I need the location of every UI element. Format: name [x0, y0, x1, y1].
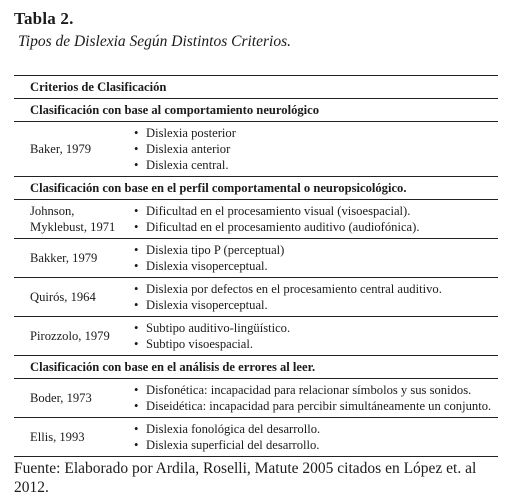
author-cell: Bakker, 1979 [14, 239, 134, 278]
bullet-list [134, 125, 492, 173]
bullet-item: • Diseidética: incapacidad para percibir simultáneamente un conjunto. [134, 398, 492, 414]
bullet-list [134, 242, 492, 274]
bullet-item: • Subtipo auditivo-lingüístico. [134, 320, 492, 336]
author-cell: Quirós, 1964 [14, 278, 134, 317]
bullet-item: • Dislexia superficial del desarrollo. [134, 437, 492, 453]
bullet-item: • Dislexia tipo P (perceptual) [134, 242, 492, 258]
bullet-item: • Dislexia visoperceptual. [134, 258, 492, 274]
table-title: Tabla 2. [14, 9, 74, 28]
bullet-item: • Subtipo visoespacial. [134, 336, 492, 352]
criteria-cell [134, 239, 498, 278]
source-note: Fuente: Elaborado por Ardila, Roselli, Matute 2005 citados en López et. al 2012. [14, 460, 477, 496]
section-heading: Clasificación con base al comportamiento neurológico [14, 99, 498, 122]
criteria-cell [134, 379, 498, 418]
bullet-list [134, 203, 492, 235]
section-header-row [14, 177, 498, 200]
table-row [14, 278, 498, 317]
criteria-cell [134, 317, 498, 356]
table-header-row [14, 76, 498, 99]
table-row [14, 122, 498, 177]
bullet-item: • Disfonética: incapacidad para relacionar símbolos y sus sonidos. [134, 382, 492, 398]
table-row [14, 379, 498, 418]
table-body [14, 76, 498, 457]
section-heading: Clasificación con base en el análisis de errores al leer. [14, 356, 498, 379]
section-heading: Clasificación con base en el perfil comportamental o neuropsicológico. [14, 177, 498, 200]
classification-table [14, 75, 498, 457]
table-subtitle: Tipos de Dislexia Según Distintos Criterios. [18, 33, 291, 50]
bullet-list [134, 382, 492, 414]
bullet-item: • Dislexia por defectos en el procesamiento central auditivo. [134, 281, 492, 297]
author-cell: Pirozzolo, 1979 [14, 317, 134, 356]
author-cell: Johnson, Myklebust, 1971 [14, 200, 134, 239]
criteria-cell [134, 122, 498, 177]
bullet-list [134, 320, 492, 352]
criteria-cell [134, 200, 498, 239]
bullet-item: • Dificultad en el procesamiento visual (visoespacial). [134, 203, 492, 219]
table-row [14, 317, 498, 356]
table-row [14, 418, 498, 457]
bullet-item: • Dislexia fonológica del desarrollo. [134, 421, 492, 437]
section-header-row [14, 99, 498, 122]
bullet-item: • Dislexia anterior [134, 141, 492, 157]
table-header-cell: Criterios de Clasificación [14, 76, 498, 99]
table-row [14, 239, 498, 278]
criteria-cell [134, 278, 498, 317]
criteria-cell [134, 418, 498, 457]
author-cell: Baker, 1979 [14, 122, 134, 177]
author-cell: Boder, 1973 [14, 379, 134, 418]
bullet-list [134, 281, 492, 313]
bullet-item: • Dislexia central. [134, 157, 492, 173]
bullet-item: • Dificultad en el procesamiento auditivo (audiofónica). [134, 219, 492, 235]
bullet-list [134, 421, 492, 453]
author-cell: Ellis, 1993 [14, 418, 134, 457]
bullet-item: • Dislexia posterior [134, 125, 492, 141]
table-row [14, 200, 498, 239]
bullet-item: • Dislexia visoperceptual. [134, 297, 492, 313]
section-header-row [14, 356, 498, 379]
